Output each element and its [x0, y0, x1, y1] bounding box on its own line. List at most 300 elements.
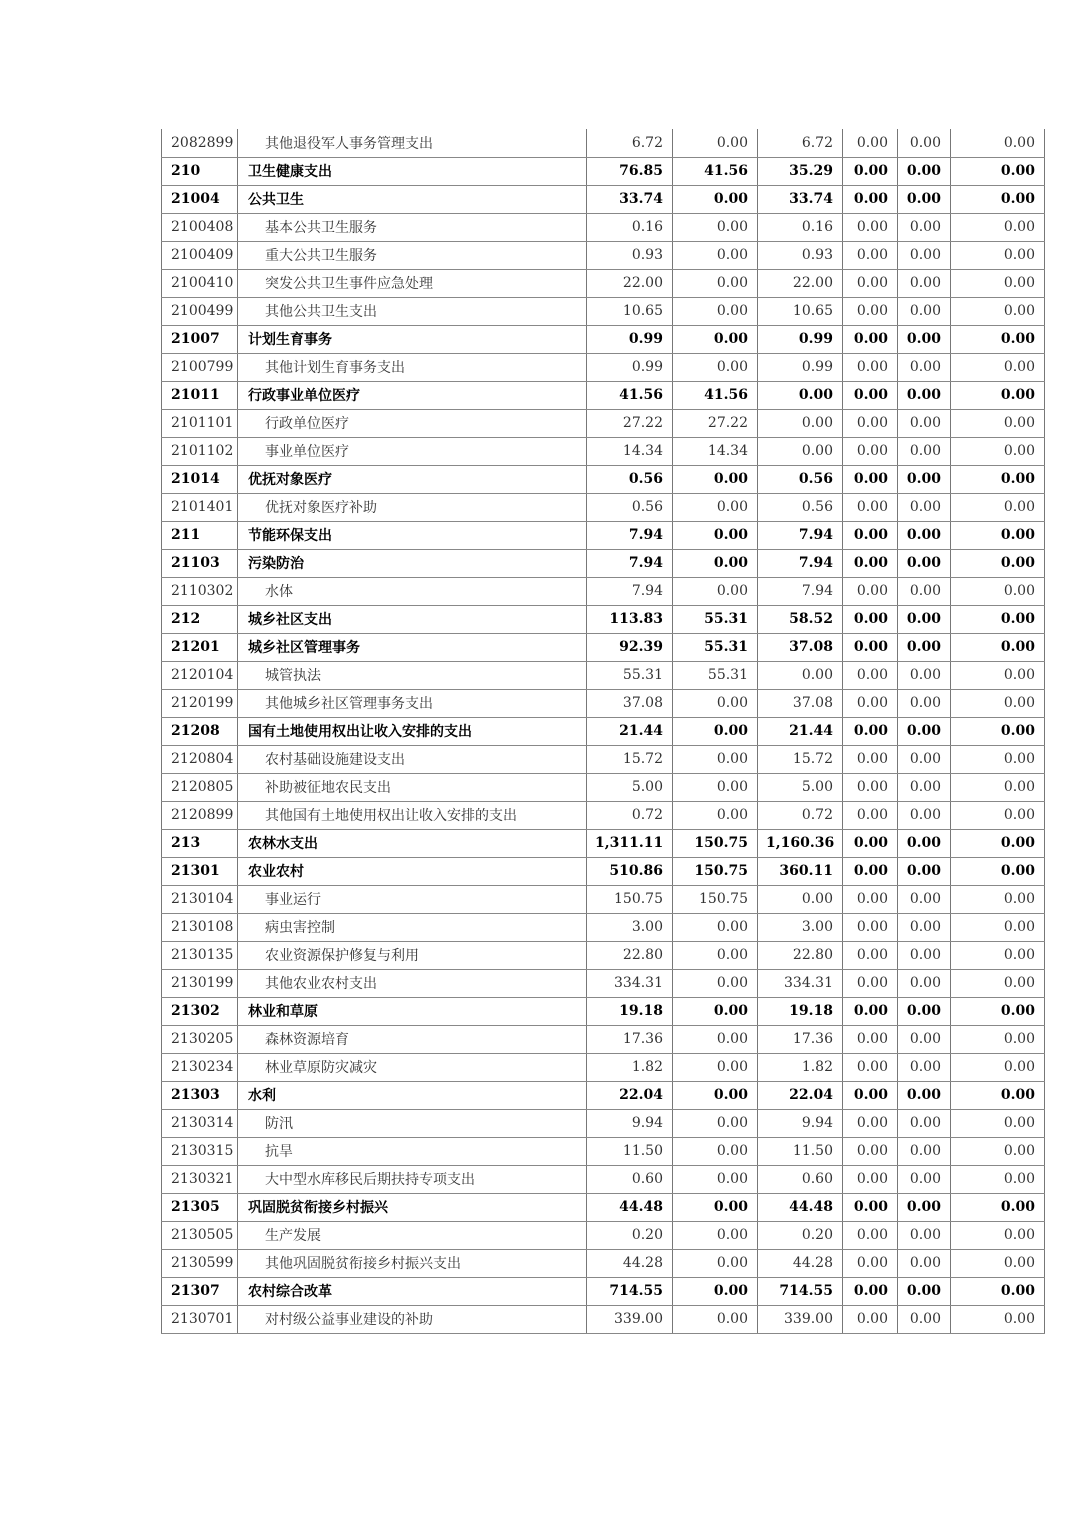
item-name: 重大公共卫生服务 — [238, 241, 587, 269]
item-name: 公共卫生 — [238, 185, 587, 213]
amount-col-6: 0.00 — [951, 941, 1045, 969]
amount-col-6: 0.00 — [951, 213, 1045, 241]
table-row — [162, 269, 1045, 297]
basic-expenditure: 0.00 — [673, 577, 758, 605]
amount-col-5: 0.00 — [898, 465, 951, 493]
table-row — [162, 913, 1045, 941]
amount-col-5: 0.00 — [898, 1081, 951, 1109]
table-row — [162, 437, 1045, 465]
basic-expenditure: 55.31 — [673, 605, 758, 633]
amount-col-5: 0.00 — [898, 689, 951, 717]
amount-col-6: 0.00 — [951, 1221, 1045, 1249]
basic-expenditure: 0.00 — [673, 185, 758, 213]
basic-expenditure: 0.00 — [673, 1221, 758, 1249]
basic-expenditure: 0.00 — [673, 1081, 758, 1109]
item-code: 2130135 — [162, 941, 238, 969]
table-row — [162, 829, 1045, 857]
amount-col-6: 0.00 — [951, 353, 1045, 381]
amount-col-6: 0.00 — [951, 269, 1045, 297]
amount-col-6: 0.00 — [951, 661, 1045, 689]
amount-col-5: 0.00 — [898, 857, 951, 885]
project-expenditure: 1,160.36 — [758, 829, 843, 857]
table-row — [162, 409, 1045, 437]
amount-col-4: 0.00 — [843, 577, 898, 605]
total-amount: 113.83 — [587, 605, 673, 633]
amount-col-5: 0.00 — [898, 1053, 951, 1081]
item-name: 其他农业农村支出 — [238, 969, 587, 997]
item-name: 城乡社区管理事务 — [238, 633, 587, 661]
amount-col-6: 0.00 — [951, 549, 1045, 577]
amount-col-6: 0.00 — [951, 969, 1045, 997]
basic-expenditure: 0.00 — [673, 269, 758, 297]
amount-col-4: 0.00 — [843, 213, 898, 241]
item-name: 农村综合改革 — [238, 1277, 587, 1305]
basic-expenditure: 0.00 — [673, 1277, 758, 1305]
total-amount: 0.56 — [587, 465, 673, 493]
amount-col-6: 0.00 — [951, 829, 1045, 857]
total-amount: 150.75 — [587, 885, 673, 913]
basic-expenditure: 0.00 — [673, 969, 758, 997]
item-code: 2100410 — [162, 269, 238, 297]
item-name: 优抚对象医疗 — [238, 465, 587, 493]
item-code: 2100409 — [162, 241, 238, 269]
basic-expenditure: 0.00 — [673, 913, 758, 941]
item-code: 21004 — [162, 185, 238, 213]
project-expenditure: 3.00 — [758, 913, 843, 941]
amount-col-5: 0.00 — [898, 661, 951, 689]
amount-col-4: 0.00 — [843, 1305, 898, 1333]
project-expenditure: 0.99 — [758, 353, 843, 381]
table-row — [162, 325, 1045, 353]
amount-col-4: 0.00 — [843, 129, 898, 157]
basic-expenditure: 0.00 — [673, 213, 758, 241]
total-amount: 1,311.11 — [587, 829, 673, 857]
total-amount: 0.60 — [587, 1165, 673, 1193]
item-name: 大中型水库移民后期扶持专项支出 — [238, 1165, 587, 1193]
amount-col-6: 0.00 — [951, 633, 1045, 661]
item-code: 2130505 — [162, 1221, 238, 1249]
item-code: 21307 — [162, 1277, 238, 1305]
table-row — [162, 885, 1045, 913]
item-code: 211 — [162, 521, 238, 549]
table-row — [162, 1081, 1045, 1109]
item-name: 其他巩固脱贫衔接乡村振兴支出 — [238, 1249, 587, 1277]
total-amount: 0.72 — [587, 801, 673, 829]
basic-expenditure: 0.00 — [673, 465, 758, 493]
table-row — [162, 521, 1045, 549]
item-name: 其他退役军人事务管理支出 — [238, 129, 587, 157]
item-name: 农村基础设施建设支出 — [238, 745, 587, 773]
amount-col-4: 0.00 — [843, 1137, 898, 1165]
basic-expenditure: 0.00 — [673, 1137, 758, 1165]
project-expenditure: 7.94 — [758, 549, 843, 577]
project-expenditure: 360.11 — [758, 857, 843, 885]
project-expenditure: 33.74 — [758, 185, 843, 213]
amount-col-6: 0.00 — [951, 1025, 1045, 1053]
amount-col-6: 0.00 — [951, 745, 1045, 773]
table-row — [162, 661, 1045, 689]
total-amount: 0.20 — [587, 1221, 673, 1249]
table-row — [162, 381, 1045, 409]
item-name: 行政事业单位医疗 — [238, 381, 587, 409]
amount-col-6: 0.00 — [951, 1249, 1045, 1277]
project-expenditure: 0.56 — [758, 465, 843, 493]
amount-col-6: 0.00 — [951, 157, 1045, 185]
project-expenditure: 22.04 — [758, 1081, 843, 1109]
project-expenditure: 0.56 — [758, 493, 843, 521]
item-code: 2130701 — [162, 1305, 238, 1333]
amount-col-6: 0.00 — [951, 577, 1045, 605]
amount-col-6: 0.00 — [951, 857, 1045, 885]
item-code: 2101401 — [162, 493, 238, 521]
table-row — [162, 1249, 1045, 1277]
amount-col-5: 0.00 — [898, 717, 951, 745]
amount-col-4: 0.00 — [843, 997, 898, 1025]
basic-expenditure: 0.00 — [673, 493, 758, 521]
amount-col-4: 0.00 — [843, 913, 898, 941]
amount-col-4: 0.00 — [843, 493, 898, 521]
table-row — [162, 1109, 1045, 1137]
total-amount: 92.39 — [587, 633, 673, 661]
table-row — [162, 997, 1045, 1025]
item-name: 城乡社区支出 — [238, 605, 587, 633]
amount-col-4: 0.00 — [843, 605, 898, 633]
table-row — [162, 1305, 1045, 1333]
table-row — [162, 745, 1045, 773]
total-amount: 714.55 — [587, 1277, 673, 1305]
item-name: 病虫害控制 — [238, 913, 587, 941]
amount-col-5: 0.00 — [898, 633, 951, 661]
table-row — [162, 157, 1045, 185]
amount-col-5: 0.00 — [898, 1221, 951, 1249]
total-amount: 22.00 — [587, 269, 673, 297]
amount-col-6: 0.00 — [951, 521, 1045, 549]
item-code: 213 — [162, 829, 238, 857]
item-name: 行政单位医疗 — [238, 409, 587, 437]
total-amount: 510.86 — [587, 857, 673, 885]
item-code: 2120899 — [162, 801, 238, 829]
basic-expenditure: 0.00 — [673, 549, 758, 577]
item-name: 森林资源培育 — [238, 1025, 587, 1053]
amount-col-6: 0.00 — [951, 325, 1045, 353]
basic-expenditure: 0.00 — [673, 1305, 758, 1333]
item-name: 林业草原防灾减灾 — [238, 1053, 587, 1081]
amount-col-4: 0.00 — [843, 1277, 898, 1305]
amount-col-4: 0.00 — [843, 717, 898, 745]
amount-col-5: 0.00 — [898, 941, 951, 969]
amount-col-4: 0.00 — [843, 325, 898, 353]
table-row — [162, 129, 1045, 157]
item-name: 其他公共卫生支出 — [238, 297, 587, 325]
project-expenditure: 58.52 — [758, 605, 843, 633]
item-code: 2130314 — [162, 1109, 238, 1137]
project-expenditure: 334.31 — [758, 969, 843, 997]
basic-expenditure: 0.00 — [673, 773, 758, 801]
amount-col-5: 0.00 — [898, 969, 951, 997]
amount-col-5: 0.00 — [898, 1109, 951, 1137]
amount-col-5: 0.00 — [898, 437, 951, 465]
project-expenditure: 5.00 — [758, 773, 843, 801]
total-amount: 37.08 — [587, 689, 673, 717]
amount-col-5: 0.00 — [898, 353, 951, 381]
amount-col-6: 0.00 — [951, 493, 1045, 521]
amount-col-5: 0.00 — [898, 745, 951, 773]
amount-col-6: 0.00 — [951, 1137, 1045, 1165]
amount-col-6: 0.00 — [951, 1305, 1045, 1333]
amount-col-5: 0.00 — [898, 409, 951, 437]
amount-col-5: 0.00 — [898, 1277, 951, 1305]
project-expenditure: 0.00 — [758, 885, 843, 913]
amount-col-6: 0.00 — [951, 465, 1045, 493]
basic-expenditure: 0.00 — [673, 297, 758, 325]
amount-col-4: 0.00 — [843, 969, 898, 997]
amount-col-5: 0.00 — [898, 549, 951, 577]
project-expenditure: 17.36 — [758, 1025, 843, 1053]
item-code: 2130108 — [162, 913, 238, 941]
item-name: 农林水支出 — [238, 829, 587, 857]
basic-expenditure: 150.75 — [673, 829, 758, 857]
project-expenditure: 0.72 — [758, 801, 843, 829]
basic-expenditure: 27.22 — [673, 409, 758, 437]
amount-col-6: 0.00 — [951, 185, 1045, 213]
amount-col-5: 0.00 — [898, 325, 951, 353]
table-row — [162, 1137, 1045, 1165]
amount-col-4: 0.00 — [843, 745, 898, 773]
amount-col-4: 0.00 — [843, 801, 898, 829]
item-name: 事业单位医疗 — [238, 437, 587, 465]
project-expenditure: 0.93 — [758, 241, 843, 269]
total-amount: 9.94 — [587, 1109, 673, 1137]
basic-expenditure: 0.00 — [673, 1025, 758, 1053]
table-row — [162, 717, 1045, 745]
table-row — [162, 1221, 1045, 1249]
total-amount: 0.56 — [587, 493, 673, 521]
basic-expenditure: 0.00 — [673, 353, 758, 381]
basic-expenditure: 0.00 — [673, 997, 758, 1025]
item-code: 21302 — [162, 997, 238, 1025]
project-expenditure: 37.08 — [758, 689, 843, 717]
amount-col-4: 0.00 — [843, 1025, 898, 1053]
total-amount: 5.00 — [587, 773, 673, 801]
amount-col-4: 0.00 — [843, 689, 898, 717]
item-name: 其他国有土地使用权出让收入安排的支出 — [238, 801, 587, 829]
amount-col-4: 0.00 — [843, 1193, 898, 1221]
basic-expenditure: 0.00 — [673, 241, 758, 269]
item-name: 林业和草原 — [238, 997, 587, 1025]
project-expenditure: 44.28 — [758, 1249, 843, 1277]
item-code: 2120104 — [162, 661, 238, 689]
total-amount: 15.72 — [587, 745, 673, 773]
item-name: 国有土地使用权出让收入安排的支出 — [238, 717, 587, 745]
amount-col-5: 0.00 — [898, 1193, 951, 1221]
item-name: 防汛 — [238, 1109, 587, 1137]
amount-col-4: 0.00 — [843, 157, 898, 185]
basic-expenditure: 0.00 — [673, 941, 758, 969]
project-expenditure: 22.00 — [758, 269, 843, 297]
amount-col-4: 0.00 — [843, 941, 898, 969]
amount-col-5: 0.00 — [898, 913, 951, 941]
basic-expenditure: 41.56 — [673, 381, 758, 409]
basic-expenditure: 0.00 — [673, 129, 758, 157]
project-expenditure: 0.99 — [758, 325, 843, 353]
project-expenditure: 7.94 — [758, 521, 843, 549]
basic-expenditure: 0.00 — [673, 689, 758, 717]
item-name: 城管执法 — [238, 661, 587, 689]
amount-col-5: 0.00 — [898, 157, 951, 185]
project-expenditure: 37.08 — [758, 633, 843, 661]
amount-col-5: 0.00 — [898, 1025, 951, 1053]
total-amount: 33.74 — [587, 185, 673, 213]
table-row — [162, 605, 1045, 633]
amount-col-4: 0.00 — [843, 549, 898, 577]
amount-col-4: 0.00 — [843, 409, 898, 437]
table-row — [162, 213, 1045, 241]
item-name: 抗旱 — [238, 1137, 587, 1165]
basic-expenditure: 0.00 — [673, 325, 758, 353]
amount-col-6: 0.00 — [951, 297, 1045, 325]
item-code: 2130199 — [162, 969, 238, 997]
total-amount: 7.94 — [587, 577, 673, 605]
project-expenditure: 19.18 — [758, 997, 843, 1025]
project-expenditure: 15.72 — [758, 745, 843, 773]
project-expenditure: 35.29 — [758, 157, 843, 185]
item-name: 节能环保支出 — [238, 521, 587, 549]
amount-col-5: 0.00 — [898, 1249, 951, 1277]
item-code: 21301 — [162, 857, 238, 885]
basic-expenditure: 14.34 — [673, 437, 758, 465]
table-row — [162, 1277, 1045, 1305]
basic-expenditure: 150.75 — [673, 857, 758, 885]
item-code: 21303 — [162, 1081, 238, 1109]
table-row — [162, 297, 1045, 325]
total-amount: 41.56 — [587, 381, 673, 409]
project-expenditure: 21.44 — [758, 717, 843, 745]
amount-col-6: 0.00 — [951, 717, 1045, 745]
table-row — [162, 633, 1045, 661]
amount-col-5: 0.00 — [898, 185, 951, 213]
amount-col-6: 0.00 — [951, 605, 1045, 633]
project-expenditure: 0.16 — [758, 213, 843, 241]
item-name: 水体 — [238, 577, 587, 605]
table-row — [162, 773, 1045, 801]
project-expenditure: 339.00 — [758, 1305, 843, 1333]
table-row — [162, 1193, 1045, 1221]
table-body — [162, 129, 1045, 1333]
table-row — [162, 1025, 1045, 1053]
amount-col-5: 0.00 — [898, 241, 951, 269]
amount-col-5: 0.00 — [898, 493, 951, 521]
table-row — [162, 941, 1045, 969]
amount-col-6: 0.00 — [951, 773, 1045, 801]
amount-col-5: 0.00 — [898, 213, 951, 241]
total-amount: 0.93 — [587, 241, 673, 269]
item-name: 生产发展 — [238, 1221, 587, 1249]
item-name: 对村级公益事业建设的补助 — [238, 1305, 587, 1333]
amount-col-5: 0.00 — [898, 997, 951, 1025]
amount-col-4: 0.00 — [843, 437, 898, 465]
item-code: 2100499 — [162, 297, 238, 325]
total-amount: 339.00 — [587, 1305, 673, 1333]
total-amount: 44.28 — [587, 1249, 673, 1277]
project-expenditure: 0.00 — [758, 437, 843, 465]
project-expenditure: 44.48 — [758, 1193, 843, 1221]
amount-col-6: 0.00 — [951, 1109, 1045, 1137]
item-name: 巩固脱贫衔接乡村振兴 — [238, 1193, 587, 1221]
amount-col-4: 0.00 — [843, 185, 898, 213]
item-code: 2101102 — [162, 437, 238, 465]
table-row — [162, 493, 1045, 521]
amount-col-4: 0.00 — [843, 857, 898, 885]
amount-col-6: 0.00 — [951, 801, 1045, 829]
amount-col-5: 0.00 — [898, 521, 951, 549]
total-amount: 55.31 — [587, 661, 673, 689]
amount-col-6: 0.00 — [951, 381, 1045, 409]
item-code: 21103 — [162, 549, 238, 577]
item-name: 计划生育事务 — [238, 325, 587, 353]
amount-col-4: 0.00 — [843, 521, 898, 549]
amount-col-4: 0.00 — [843, 1081, 898, 1109]
total-amount: 0.99 — [587, 353, 673, 381]
basic-expenditure: 0.00 — [673, 1109, 758, 1137]
total-amount: 76.85 — [587, 157, 673, 185]
amount-col-4: 0.00 — [843, 885, 898, 913]
amount-col-6: 0.00 — [951, 1277, 1045, 1305]
item-name: 优抚对象医疗补助 — [238, 493, 587, 521]
item-code: 2120199 — [162, 689, 238, 717]
item-name: 农业资源保护修复与利用 — [238, 941, 587, 969]
item-code: 2082899 — [162, 129, 238, 157]
item-code: 21305 — [162, 1193, 238, 1221]
item-code: 2130315 — [162, 1137, 238, 1165]
total-amount: 0.99 — [587, 325, 673, 353]
total-amount: 7.94 — [587, 549, 673, 577]
table-row — [162, 241, 1045, 269]
amount-col-5: 0.00 — [898, 801, 951, 829]
basic-expenditure: 55.31 — [673, 661, 758, 689]
item-code: 2100408 — [162, 213, 238, 241]
item-name: 补助被征地农民支出 — [238, 773, 587, 801]
item-name: 卫生健康支出 — [238, 157, 587, 185]
amount-col-5: 0.00 — [898, 297, 951, 325]
basic-expenditure: 0.00 — [673, 717, 758, 745]
item-code: 21208 — [162, 717, 238, 745]
amount-col-6: 0.00 — [951, 913, 1045, 941]
project-expenditure: 714.55 — [758, 1277, 843, 1305]
item-code: 210 — [162, 157, 238, 185]
amount-col-4: 0.00 — [843, 1249, 898, 1277]
amount-col-4: 0.00 — [843, 297, 898, 325]
item-name: 水利 — [238, 1081, 587, 1109]
total-amount: 7.94 — [587, 521, 673, 549]
project-expenditure: 6.72 — [758, 129, 843, 157]
item-code: 2120804 — [162, 745, 238, 773]
table-row — [162, 857, 1045, 885]
amount-col-4: 0.00 — [843, 661, 898, 689]
project-expenditure: 0.20 — [758, 1221, 843, 1249]
amount-col-4: 0.00 — [843, 1221, 898, 1249]
total-amount: 21.44 — [587, 717, 673, 745]
item-code: 212 — [162, 605, 238, 633]
item-code: 21201 — [162, 633, 238, 661]
basic-expenditure: 0.00 — [673, 521, 758, 549]
table-row — [162, 1165, 1045, 1193]
total-amount: 17.36 — [587, 1025, 673, 1053]
amount-col-5: 0.00 — [898, 605, 951, 633]
basic-expenditure: 0.00 — [673, 1053, 758, 1081]
total-amount: 19.18 — [587, 997, 673, 1025]
amount-col-5: 0.00 — [898, 381, 951, 409]
total-amount: 3.00 — [587, 913, 673, 941]
